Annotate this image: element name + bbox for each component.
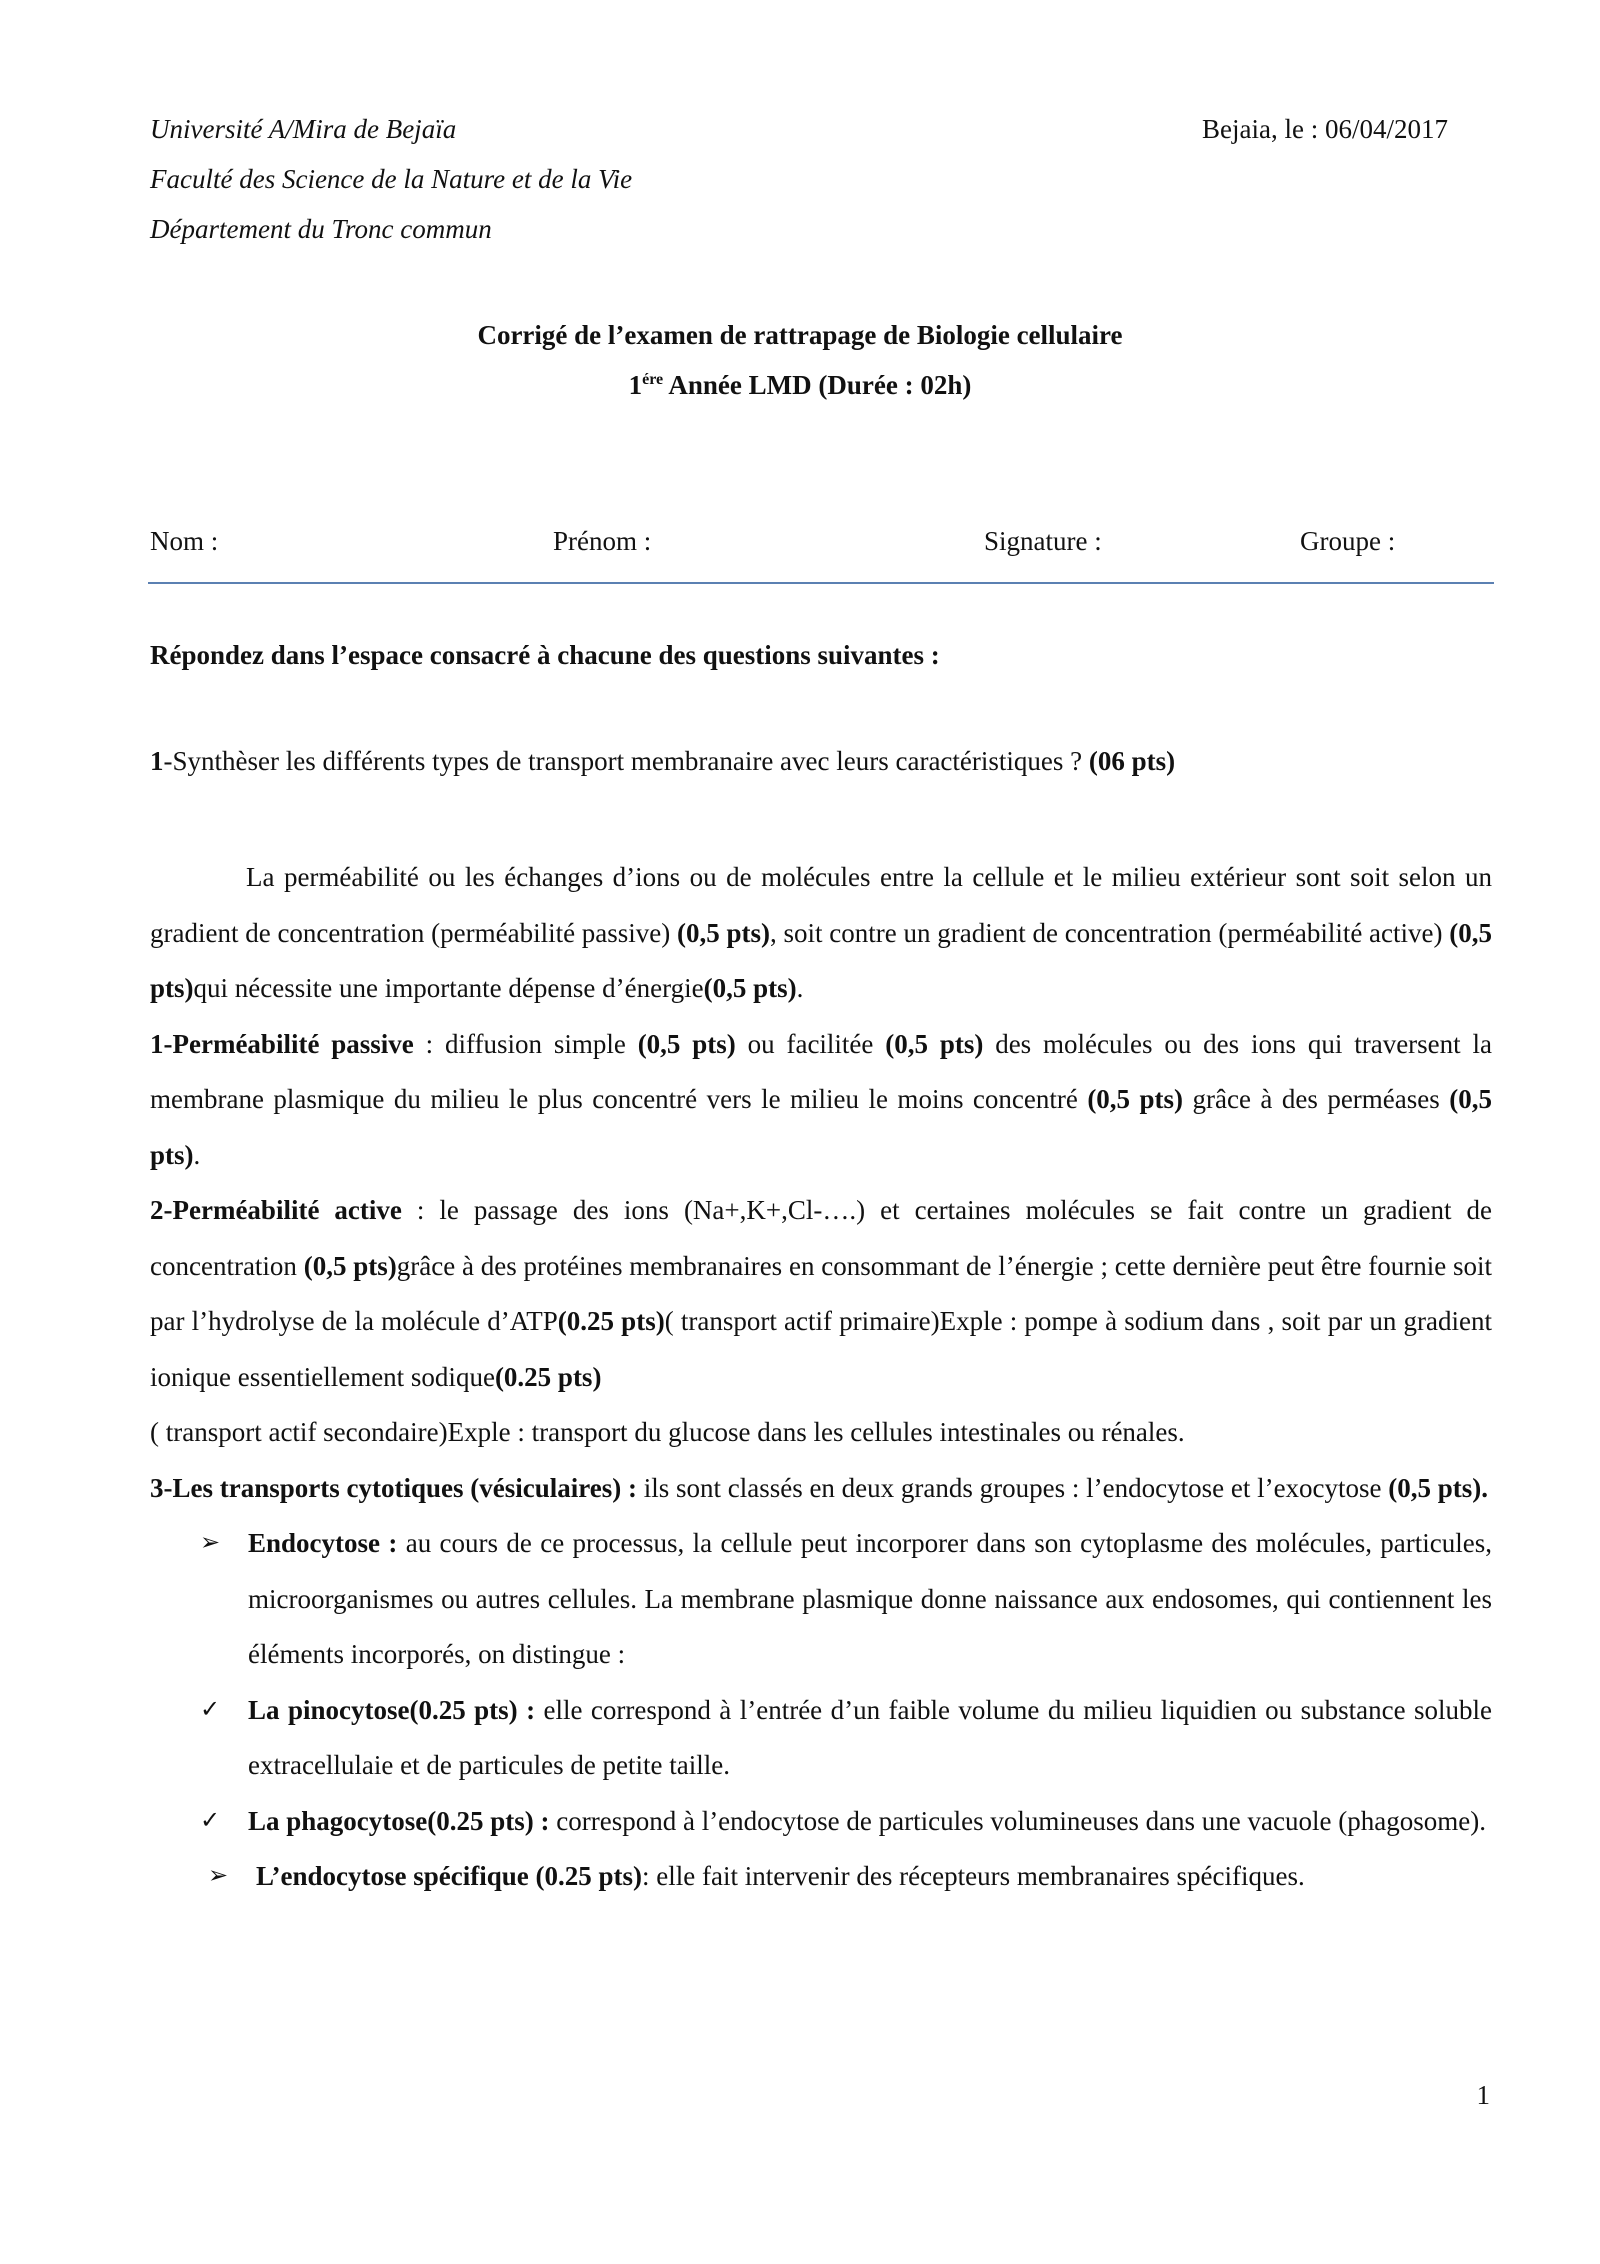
- specific-endocytose-item: ➢ L’endocytose spécifique (0.25 pts): elle fait intervenir des récepteurs membranaires spécifiques.: [150, 1849, 1492, 1905]
- phagocytose-item: ✓ La phagocytose(0.25 pts) : correspond à l’endocytose de particules volumineuses dans une vacuole (phagosome).: [150, 1794, 1492, 1850]
- pinocytose-item: ✓ La pinocytose(0.25 pts) : elle correspond à l’entrée d’un faible volume du milieu liquidien ou substance soluble extracellulaie et de particules de petite taille.: [150, 1683, 1492, 1794]
- answer-body: [150, 850, 1492, 1905]
- arrow-bullet-icon: ➢: [200, 1530, 221, 1556]
- year-suffix: ére: [642, 371, 664, 388]
- cytotic-transport: 3-Les transports cytotiques (vésiculaires) : ils sont classés en deux grands groupes : l’endocytose et l’exocytose (0,5 pts).: [150, 1472, 1489, 1503]
- question-number: 1: [150, 746, 164, 776]
- question-1: [150, 746, 1175, 777]
- signature-label: Signature :: [984, 526, 1102, 556]
- exam-title: Corrigé de l’examen de rattrapage de Biologie cellulaire: [477, 320, 1123, 350]
- university-name: Université A/Mira de Bejaïa: [150, 114, 457, 144]
- check-bullet-icon: ✓: [200, 1807, 221, 1834]
- subtitle-rest: Année LMD (Durée : 02h): [663, 370, 972, 400]
- exam-date: Bejaia, le : 06/04/2017: [1202, 114, 1448, 144]
- groupe-label: Groupe :: [1300, 526, 1396, 556]
- department-name: Département du Tronc commun: [150, 214, 492, 244]
- page-number: 1: [1476, 2080, 1490, 2110]
- exam-subtitle: [0, 370, 1600, 401]
- arrow-bullet-icon: ➢: [208, 1863, 229, 1889]
- prenom-label: Prénom :: [553, 526, 652, 556]
- endocytose-item: ➢ Endocytose : au cours de ce processus, la cellule peut incorporer dans son cytoplasme des molécules, particules, microorganismes ou autres cellules. La membrane plasmique donne naissance aux endosomes, qui contiennent les éléments incorporés, on distingue :: [150, 1516, 1492, 1683]
- nom-label: Nom :: [150, 526, 219, 556]
- answer-intro: La perméabilité ou les échanges d’ions ou de molécules entre la cellule et le milieu extérieur sont soit selon un gradient de concentration (perméabilité passive) (0,5 pts), soit contre un gradient de concentration (perméabilité active) (0,5 pts)qui nécessite une importante dépense d’énergie(0,5 pts).: [150, 862, 1492, 1003]
- question-text: -Synthèser les différents types de transport membranaire avec leurs caractéristiques ?: [163, 746, 1089, 776]
- divider-line: [148, 582, 1494, 584]
- faculty-name: Faculté des Science de la Nature et de la Vie: [150, 164, 633, 194]
- active-permeability-tail: ( transport actif secondaire)Exple : transport du glucose dans les cellules intestinales ou rénales.: [150, 1417, 1185, 1447]
- question-points: (06 pts): [1088, 746, 1176, 776]
- passive-permeability: 1-Perméabilité passive : diffusion simple (0,5 pts) ou facilitée (0,5 pts) des molécules ou des ions qui traversent la membrane plasmique du milieu le plus concentré vers le milieu le moins concentré (0,5 pts) grâce à des perméases (0,5 pts).: [150, 1028, 1492, 1170]
- check-bullet-icon: ✓: [200, 1696, 221, 1723]
- active-permeability: 2-Perméabilité active : le passage des ions (Na+,K+,Cl-….) et certaines molécules se fait contre un gradient de concentration (0,5 pts)grâce à des protéines membranaires en consommant de l’énergie ; cette dernière peut être fournie soit par l’hydrolyse de la molécule d’ATP(0.25 pts)( transport actif primaire)Exple : pompe à sodium dans , soit par un gradient ionique essentiellement sodique(0.25 pts): [150, 1195, 1493, 1392]
- year-number: 1: [628, 370, 643, 400]
- instruction: Répondez dans l’espace consacré à chacune des questions suivantes :: [150, 640, 940, 670]
